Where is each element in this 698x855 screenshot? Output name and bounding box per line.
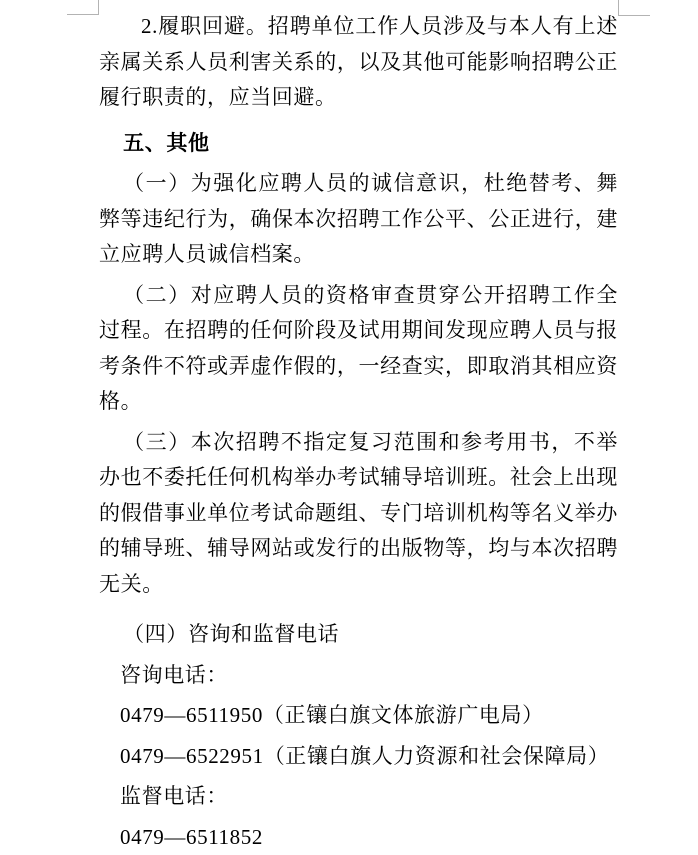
paragraph: 0479—6511852 [99, 820, 618, 855]
section-heading: 五、其他 [99, 126, 618, 162]
paragraph: （三）本次招聘不指定复习范围和参考用书，不举办也不委托任何机构举办考试辅导培训班。社会上出现的假借事业单位考试命题组、专门培训机构等名义举办的辅导班、辅导网站或发行的出版物等，均与本次招聘无关。 [99, 425, 618, 603]
document-body [99, 9, 618, 855]
paragraph: （四）咨询和监督电话 [99, 617, 618, 653]
paragraph: （二）对应聘人员的资格审查贯穿公开招聘工作全过程。在招聘的任何阶段及试用期间发现应聘人员与报考条件不符或弄虚作假的，一经查实，即取消其相应资格。 [99, 278, 618, 420]
paragraph: 2.履职回避。招聘单位工作人员涉及与本人有上述亲属关系人员利害关系的，以及其他可能影响招聘公正履行职责的，应当回避。 [99, 9, 618, 116]
paragraph: 0479—6522951（正镶白旗人力资源和社会保障局） [99, 739, 618, 775]
text-boundary-crop-mark-top-left [67, 0, 99, 15]
paragraph: 监督电话： [99, 779, 618, 815]
paragraph: 咨询电话： [99, 658, 618, 694]
paragraph: （一）为强化应聘人员的诚信意识，杜绝替考、舞弊等违纪行为，确保本次招聘工作公平、公正进行，建立应聘人员诚信档案。 [99, 166, 618, 273]
paragraph: 0479—6511950（正镶白旗文体旅游广电局） [99, 698, 618, 734]
text-boundary-crop-mark-top-right [618, 0, 650, 16]
